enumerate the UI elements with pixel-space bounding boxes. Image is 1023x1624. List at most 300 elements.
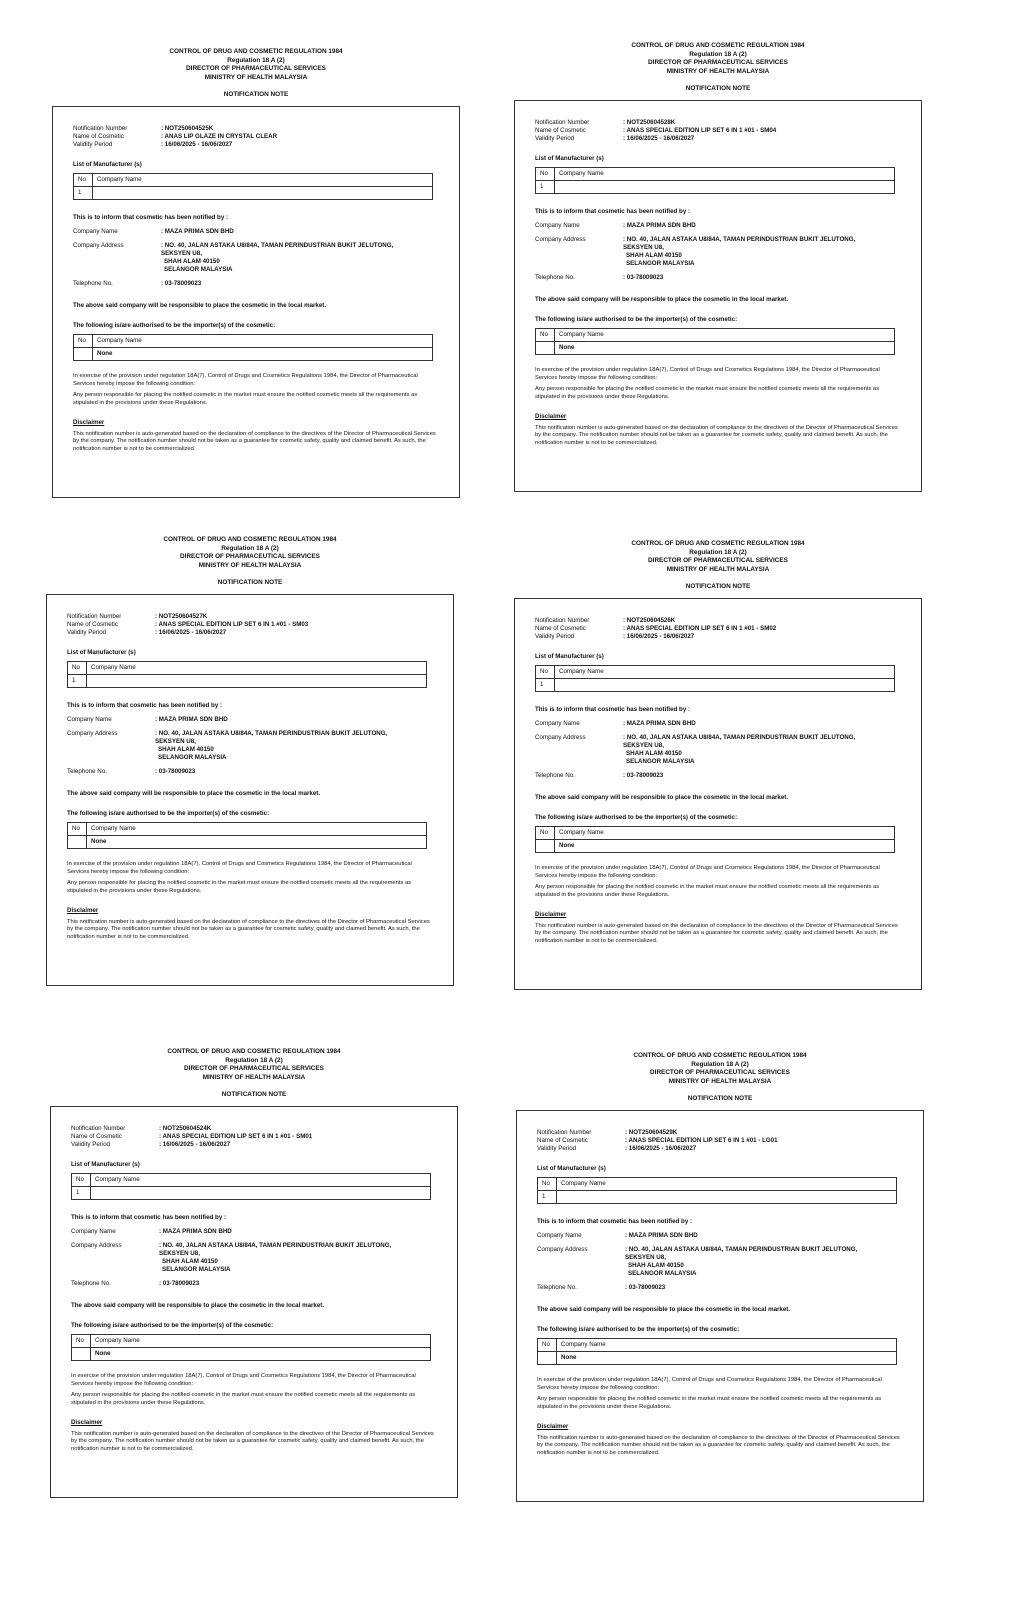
company-address-label: Company Address <box>535 734 586 742</box>
manufacturer-list-title: List of Manufacturer (s) <box>67 649 136 657</box>
manufacturer-list-title: List of Manufacturer (s) <box>537 1165 606 1173</box>
company-name-row <box>535 222 903 230</box>
manufacturer-list-title: List of Manufacturer (s) <box>535 155 604 163</box>
address-line: SEKSYEN U8, <box>155 738 196 746</box>
cosmetic-name-value: : ANAS SPECIAL EDITION LIP SET 6 IN 1 #01 - SM01 <box>159 1133 313 1141</box>
cosmetic-name-row <box>67 621 435 629</box>
telephone-value: : 03-78009023 <box>161 280 202 288</box>
company-address-value <box>159 1242 391 1274</box>
table-row <box>536 181 895 194</box>
header-regulation-number: Regulation 18 A (2) <box>221 544 279 552</box>
header-regulation-number: Regulation 18 A (2) <box>225 1056 283 1064</box>
header-ministry: MINISTRY OF HEALTH MALAYSIA <box>198 561 302 569</box>
responsibility-text: The above said company will be responsible to place the cosmetic in the local market. <box>535 296 789 304</box>
notified-by-text: This is to inform that cosmetic has been notified by : <box>535 706 691 714</box>
cosmetic-name-row <box>537 1137 905 1145</box>
condition-text: Any person responsible for placing the notified cosmetic in the market must ensure the notified cosmetic meets all the requirements as stipulated in the provisions under these Regulations. <box>67 880 412 894</box>
importer-none-cell: None <box>87 836 427 849</box>
validity-period-row <box>535 135 903 143</box>
company-name-label: Company Name <box>73 228 118 236</box>
document-header <box>50 1048 458 1082</box>
company-name-label: Company Name <box>535 222 580 230</box>
table-header-row <box>68 662 427 675</box>
table-row <box>536 679 895 692</box>
address-line: SELANGOR MALAYSIA <box>626 758 695 766</box>
notification-document <box>46 536 454 986</box>
col-company-header: Company Name <box>555 827 895 840</box>
notification-number-row <box>73 125 441 133</box>
col-company-header: Company Name <box>91 1174 431 1187</box>
row-number-cell: 1 <box>72 1187 91 1200</box>
company-address-label: Company Address <box>71 1242 122 1250</box>
company-name-label: Company Name <box>67 716 112 724</box>
col-no-header: No <box>538 1339 557 1352</box>
cosmetic-name-row <box>535 625 903 633</box>
notification-number-row <box>535 617 903 625</box>
notification-number-value: : NOT250604529K <box>625 1129 678 1137</box>
col-no-header: No <box>72 1174 91 1187</box>
telephone-value: : 03-78009023 <box>155 768 196 776</box>
condition-text: Any person responsible for placing the notified cosmetic in the market must ensure the notified cosmetic meets all the requirements as stipulated in the provisions under these Regulations. <box>73 392 418 406</box>
telephone-label: Telephone No. <box>71 1280 111 1288</box>
company-address-row <box>67 730 435 762</box>
col-no-header: No <box>536 827 555 840</box>
cosmetic-name-label: Name of Cosmetic <box>71 1133 122 1141</box>
importer-title: The following is/are authorised to be the importer(s) of the cosmetic: <box>535 814 738 822</box>
header-ministry: MINISTRY OF HEALTH MALAYSIA <box>202 1073 306 1081</box>
company-name-label: Company Name <box>535 720 580 728</box>
importer-none-cell: None <box>555 342 895 355</box>
row-number-cell: 1 <box>536 181 555 194</box>
telephone-row <box>71 1280 439 1288</box>
address-line: SHAH ALAM 40150 <box>626 252 682 260</box>
validity-period-value: : 16/06/2025 - 16/06/2027 <box>623 135 695 143</box>
header-regulation-title: CONTROL OF DRUG AND COSMETIC REGULATION 1984 <box>169 48 343 55</box>
cosmetic-name-label: Name of Cosmetic <box>537 1137 588 1145</box>
notification-number-row <box>71 1125 439 1133</box>
company-address-value <box>625 1246 857 1278</box>
notified-by-text: This is to inform that cosmetic has been notified by : <box>537 1218 693 1226</box>
cosmetic-name-value: : ANAS SPECIAL EDITION LIP SET 6 IN 1 #01 - SM03 <box>155 621 309 629</box>
table-row <box>536 840 895 853</box>
importer-title: The following is/are authorised to be the importer(s) of the cosmetic: <box>71 1322 274 1330</box>
document-header <box>52 48 460 82</box>
notification-frame <box>52 106 460 498</box>
provision-text: In exercise of the provision under regulation 18A(7), Control of Drugs and Cosmetics Regulations 1984, the Director of Pharmaceutical Services hereby impose the following condition: <box>535 367 880 381</box>
company-name-value: : MAZA PRIMA SDN BHD <box>623 720 696 728</box>
header-ministry: MINISTRY OF HEALTH MALAYSIA <box>666 67 770 75</box>
company-address-label: Company Address <box>67 730 118 738</box>
company-cell <box>555 181 895 194</box>
notification-frame <box>514 100 922 492</box>
notification-number-row <box>535 119 903 127</box>
importer-none-cell: None <box>555 840 895 853</box>
table-header-row <box>72 1174 431 1187</box>
notification-frame <box>46 594 454 986</box>
validity-period-value: : 16/06/2025 - 16/06/2027 <box>623 633 695 641</box>
manufacturer-table <box>71 1173 431 1200</box>
importer-title: The following is/are authorised to be the importer(s) of the cosmetic: <box>73 322 276 330</box>
company-cell <box>557 1191 897 1204</box>
header-regulation-number: Regulation 18 A (2) <box>691 1060 749 1068</box>
company-cell <box>555 679 895 692</box>
telephone-row <box>73 280 441 288</box>
validity-period-value: : 16/06/2025 - 16/06/2027 <box>159 1141 231 1149</box>
telephone-row <box>535 274 903 282</box>
company-address-value <box>155 730 387 762</box>
company-address-value <box>161 242 393 274</box>
notification-number-value: : NOT250604527K <box>155 613 208 621</box>
validity-period-label: Validity Period <box>535 135 575 143</box>
company-name-label: Company Name <box>537 1232 582 1240</box>
manufacturer-list-title: List of Manufacturer (s) <box>535 653 604 661</box>
importer-table <box>73 334 433 361</box>
address-line: : NO. 40, JALAN ASTAKA U8/84A, TAMAN PERINDUSTRIAN BUKIT JELUTONG, <box>155 730 388 738</box>
table-header-row <box>536 329 895 342</box>
table-header-row <box>68 823 427 836</box>
validity-period-row <box>537 1145 905 1153</box>
col-no-header: No <box>74 174 93 187</box>
address-line: SELANGOR MALAYSIA <box>626 260 695 268</box>
cosmetic-name-label: Name of Cosmetic <box>535 127 586 135</box>
notification-number-label: Notification Number <box>535 119 590 127</box>
importer-none-cell: None <box>557 1352 897 1365</box>
header-regulation-number: Regulation 18 A (2) <box>227 56 285 64</box>
cosmetic-name-label: Name of Cosmetic <box>535 625 586 633</box>
address-line: SEKSYEN U8, <box>159 1250 200 1258</box>
condition-text: Any person responsible for placing the notified cosmetic in the market must ensure the notified cosmetic meets all the requirements as stipulated in the provisions under these Regulations. <box>537 1396 882 1410</box>
manufacturer-table <box>537 1177 897 1204</box>
disclaimer-text: This notification number is auto-generated based on the declaration of compliance to the directives of the Director of Pharmaceutical Services by the company. The notification number should not be taken as a guarantee for cosmetic safety, quality and claimed benefit. As such, the notification number is not to be commercialized. <box>535 923 898 944</box>
col-company-header: Company Name <box>557 1178 897 1191</box>
address-line: SEKSYEN U8, <box>625 1254 666 1262</box>
notification-number-label: Notification Number <box>71 1125 126 1133</box>
address-line: SELANGOR MALAYSIA <box>628 1270 697 1278</box>
validity-period-row <box>535 633 903 641</box>
address-line: SELANGOR MALAYSIA <box>158 754 227 762</box>
importer-title: The following is/are authorised to be the importer(s) of the cosmetic: <box>535 316 738 324</box>
company-address-label: Company Address <box>537 1246 588 1254</box>
telephone-value: : 03-78009023 <box>623 274 664 282</box>
address-line: : NO. 40, JALAN ASTAKA U8/84A, TAMAN PERINDUSTRIAN BUKIT JELUTONG, <box>161 242 394 250</box>
table-row <box>536 342 895 355</box>
table-header-row <box>72 1335 431 1348</box>
validity-period-value: : 16/06/2025 - 16/06/2027 <box>625 1145 697 1153</box>
notification-note-title: NOTIFICATION NOTE <box>685 583 751 591</box>
col-no-header: No <box>68 823 87 836</box>
telephone-row <box>67 768 435 776</box>
provision-text: In exercise of the provision under regulation 18A(7), Control of Drugs and Cosmetics Regulations 1984, the Director of Pharmaceutical Services hereby impose the following condition: <box>73 373 418 387</box>
company-address-label: Company Address <box>73 242 124 250</box>
notified-by-text: This is to inform that cosmetic has been notified by : <box>73 214 229 222</box>
col-no-header: No <box>74 335 93 348</box>
validity-period-label: Validity Period <box>71 1141 111 1149</box>
cosmetic-name-row <box>535 127 903 135</box>
row-number-cell <box>72 1348 91 1361</box>
notified-by-text: This is to inform that cosmetic has been notified by : <box>67 702 223 710</box>
importer-table <box>71 1334 431 1361</box>
document-header <box>46 536 454 570</box>
importer-none-cell: None <box>91 1348 431 1361</box>
document-header <box>516 1052 924 1086</box>
header-ministry: MINISTRY OF HEALTH MALAYSIA <box>668 1077 772 1085</box>
company-address-row <box>535 236 903 268</box>
table-row <box>68 836 427 849</box>
address-line: SEKSYEN U8, <box>623 742 664 750</box>
notification-note-title: NOTIFICATION NOTE <box>685 85 751 93</box>
header-regulation-number: Regulation 18 A (2) <box>689 50 747 58</box>
address-line: SHAH ALAM 40150 <box>626 750 682 758</box>
col-company-header: Company Name <box>93 174 433 187</box>
validity-period-label: Validity Period <box>67 629 107 637</box>
col-no-header: No <box>68 662 87 675</box>
header-regulation-number: Regulation 18 A (2) <box>689 548 747 556</box>
telephone-label: Telephone No. <box>67 768 107 776</box>
notification-number-value: : NOT250604528K <box>623 119 676 127</box>
telephone-row <box>537 1284 905 1292</box>
telephone-value: : 03-78009023 <box>625 1284 666 1292</box>
cosmetic-name-row <box>73 133 441 141</box>
condition-text: Any person responsible for placing the notified cosmetic in the market must ensure the notified cosmetic meets all the requirements as stipulated in the provisions under these Regulations. <box>71 1392 416 1406</box>
col-no-header: No <box>536 666 555 679</box>
importer-title: The following is/are authorised to be the importer(s) of the cosmetic: <box>67 810 270 818</box>
cosmetic-name-value: : ANAS SPECIAL EDITION LIP SET 6 IN 1 #01 - SM04 <box>623 127 777 135</box>
row-number-cell: 1 <box>68 675 87 688</box>
col-company-header: Company Name <box>557 1339 897 1352</box>
importer-table <box>535 328 895 355</box>
header-regulation-title: CONTROL OF DRUG AND COSMETIC REGULATION 1984 <box>633 1052 807 1059</box>
notification-document <box>52 48 460 498</box>
importer-table <box>535 826 895 853</box>
telephone-label: Telephone No. <box>73 280 113 288</box>
col-no-header: No <box>536 168 555 181</box>
table-header-row <box>536 827 895 840</box>
manufacturer-list-title: List of Manufacturer (s) <box>71 1161 140 1169</box>
notification-number-value: : NOT250604525K <box>161 125 214 133</box>
manufacturer-table <box>535 665 895 692</box>
company-name-value: : MAZA PRIMA SDN BHD <box>623 222 696 230</box>
company-address-row <box>537 1246 905 1278</box>
disclaimer-text: This notification number is auto-generated based on the declaration of compliance to the directives of the Director of Pharmaceutical Services by the company. The notification number should not be taken as a guarantee for cosmetic safety, quality and claimed benefit. As such, the notification number is not to be commercialized. <box>537 1435 900 1456</box>
company-name-row <box>537 1232 905 1240</box>
validity-period-value: : 16/06/2025 - 16/06/2027 <box>155 629 227 637</box>
notification-number-label: Notification Number <box>67 613 122 621</box>
company-name-row <box>535 720 903 728</box>
header-director: DIRECTOR OF PHARMACEUTICAL SERVICES <box>648 59 788 67</box>
header-ministry: MINISTRY OF HEALTH MALAYSIA <box>666 565 770 573</box>
company-name-row <box>67 716 435 724</box>
notification-frame <box>516 1110 924 1502</box>
notification-frame <box>514 598 922 990</box>
table-row <box>72 1348 431 1361</box>
telephone-value: : 03-78009023 <box>159 1280 200 1288</box>
address-line: SELANGOR MALAYSIA <box>162 1266 231 1274</box>
col-company-header: Company Name <box>87 823 427 836</box>
cosmetic-name-label: Name of Cosmetic <box>73 133 124 141</box>
disclaimer-title: Disclaimer <box>67 907 99 914</box>
col-no-header: No <box>536 329 555 342</box>
address-line: SHAH ALAM 40150 <box>162 1258 218 1266</box>
table-row <box>68 675 427 688</box>
row-number-cell <box>74 348 93 361</box>
col-company-header: Company Name <box>555 329 895 342</box>
header-director: DIRECTOR OF PHARMACEUTICAL SERVICES <box>186 65 326 73</box>
telephone-row <box>535 772 903 780</box>
row-number-cell <box>536 342 555 355</box>
row-number-cell <box>68 836 87 849</box>
notification-number-row <box>537 1129 905 1137</box>
cosmetic-name-label: Name of Cosmetic <box>67 621 118 629</box>
disclaimer-title: Disclaimer <box>71 1419 103 1426</box>
address-line: SHAH ALAM 40150 <box>164 258 220 266</box>
table-row <box>72 1187 431 1200</box>
responsibility-text: The above said company will be responsible to place the cosmetic in the local market. <box>73 302 327 310</box>
notification-number-value: : NOT250604524K <box>159 1125 212 1133</box>
disclaimer-text: This notification number is auto-generated based on the declaration of compliance to the directives of the Director of Pharmaceutical Services by the company. The notification number should not be taken as a guarantee for cosmetic safety, quality and claimed benefit. As such, the notification number is not to be commercialized. <box>73 431 436 452</box>
notification-number-label: Notification Number <box>73 125 128 133</box>
header-regulation-title: CONTROL OF DRUG AND COSMETIC REGULATION 1984 <box>631 540 805 547</box>
validity-period-row <box>67 629 435 637</box>
responsibility-text: The above said company will be responsible to place the cosmetic in the local market. <box>537 1306 791 1314</box>
manufacturer-table <box>73 173 433 200</box>
row-number-cell: 1 <box>536 679 555 692</box>
disclaimer-text: This notification number is auto-generated based on the declaration of compliance to the directives of the Director of Pharmaceutical Services by the company. The notification number should not be taken as a guarantee for cosmetic safety, quality and claimed benefit. As such, the notification number is not to be commercialized. <box>71 1431 434 1452</box>
company-address-row <box>73 242 441 274</box>
company-name-value: : MAZA PRIMA SDN BHD <box>625 1232 698 1240</box>
cosmetic-name-row <box>71 1133 439 1141</box>
company-address-label: Company Address <box>535 236 586 244</box>
address-line: : NO. 40, JALAN ASTAKA U8/84A, TAMAN PERINDUSTRIAN BUKIT JELUTONG, <box>625 1246 858 1254</box>
disclaimer-title: Disclaimer <box>73 419 105 426</box>
validity-period-label: Validity Period <box>537 1145 577 1153</box>
header-regulation-title: CONTROL OF DRUG AND COSMETIC REGULATION 1984 <box>163 536 337 543</box>
document-header <box>514 540 922 574</box>
company-address-row <box>71 1242 439 1274</box>
table-row <box>74 348 433 361</box>
company-cell <box>93 187 433 200</box>
validity-period-label: Validity Period <box>535 633 575 641</box>
disclaimer-title: Disclaimer <box>535 911 567 918</box>
header-director: DIRECTOR OF PHARMACEUTICAL SERVICES <box>184 1065 324 1073</box>
responsibility-text: The above said company will be responsible to place the cosmetic in the local market. <box>71 1302 325 1310</box>
col-company-header: Company Name <box>555 168 895 181</box>
company-name-row <box>71 1228 439 1236</box>
header-regulation-title: CONTROL OF DRUG AND COSMETIC REGULATION 1984 <box>167 1048 341 1055</box>
col-company-header: Company Name <box>93 335 433 348</box>
telephone-value: : 03-78009023 <box>623 772 664 780</box>
row-number-cell: 1 <box>538 1191 557 1204</box>
telephone-label: Telephone No. <box>535 274 575 282</box>
validity-period-label: Validity Period <box>73 141 113 149</box>
table-header-row <box>536 666 895 679</box>
address-line: SHAH ALAM 40150 <box>158 746 214 754</box>
notification-note-title: NOTIFICATION NOTE <box>217 579 283 587</box>
header-director: DIRECTOR OF PHARMACEUTICAL SERVICES <box>648 557 788 565</box>
col-company-header: Company Name <box>555 666 895 679</box>
header-ministry: MINISTRY OF HEALTH MALAYSIA <box>204 73 308 81</box>
notification-document <box>514 540 922 990</box>
validity-period-row <box>71 1141 439 1149</box>
notification-number-value: : NOT250604526K <box>623 617 676 625</box>
company-name-value: : MAZA PRIMA SDN BHD <box>159 1228 232 1236</box>
col-no-header: No <box>538 1178 557 1191</box>
address-line: SELANGOR MALAYSIA <box>164 266 233 274</box>
table-header-row <box>536 168 895 181</box>
manufacturer-table <box>535 167 895 194</box>
notification-number-row <box>67 613 435 621</box>
importer-title: The following is/are authorised to be the importer(s) of the cosmetic: <box>537 1326 740 1334</box>
notification-note-title: NOTIFICATION NOTE <box>687 1095 753 1103</box>
telephone-label: Telephone No. <box>537 1284 577 1292</box>
notified-by-text: This is to inform that cosmetic has been notified by : <box>71 1214 227 1222</box>
company-cell <box>87 675 427 688</box>
cosmetic-name-value: : ANAS SPECIAL EDITION LIP SET 6 IN 1 #01 - LG01 <box>625 1137 778 1145</box>
notification-frame <box>50 1106 458 1498</box>
table-header-row <box>538 1339 897 1352</box>
company-address-value <box>623 236 855 268</box>
table-header-row <box>538 1178 897 1191</box>
notified-by-text: This is to inform that cosmetic has been notified by : <box>535 208 691 216</box>
notification-note-title: NOTIFICATION NOTE <box>221 1091 287 1099</box>
disclaimer-title: Disclaimer <box>537 1423 569 1430</box>
table-header-row <box>74 174 433 187</box>
condition-text: Any person responsible for placing the notified cosmetic in the market must ensure the notified cosmetic meets all the requirements as stipulated in the provisions under these Regulations. <box>535 884 880 898</box>
col-no-header: No <box>72 1335 91 1348</box>
col-company-header: Company Name <box>87 662 427 675</box>
validity-period-row <box>73 141 441 149</box>
provision-text: In exercise of the provision under regulation 18A(7), Control of Drugs and Cosmetics Regulations 1984, the Director of Pharmaceutical Services hereby impose the following condition: <box>67 861 412 875</box>
company-name-label: Company Name <box>71 1228 116 1236</box>
notification-document <box>514 42 922 492</box>
importer-table <box>67 822 427 849</box>
company-address-row <box>535 734 903 766</box>
cosmetic-name-value: : ANAS LIP GLAZE IN CRYSTAL CLEAR <box>161 133 278 141</box>
importer-table <box>537 1338 897 1365</box>
provision-text: In exercise of the provision under regulation 18A(7), Control of Drugs and Cosmetics Regulations 1984, the Director of Pharmaceutical Services hereby impose the following condition: <box>71 1373 416 1387</box>
responsibility-text: The above said company will be responsible to place the cosmetic in the local market. <box>67 790 321 798</box>
disclaimer-title: Disclaimer <box>535 413 567 420</box>
row-number-cell <box>536 840 555 853</box>
validity-period-value: : 16/06/2025 - 16/06/2027 <box>161 141 233 149</box>
table-header-row <box>74 335 433 348</box>
importer-none-cell: None <box>93 348 433 361</box>
disclaimer-text: This notification number is auto-generated based on the declaration of compliance to the directives of the Director of Pharmaceutical Services by the company. The notification number should not be taken as a guarantee for cosmetic safety, quality and claimed benefit. As such, the notification number is not to be commercialized. <box>67 919 430 940</box>
table-row <box>538 1352 897 1365</box>
notification-document <box>50 1048 458 1498</box>
company-name-value: : MAZA PRIMA SDN BHD <box>161 228 234 236</box>
notification-number-label: Notification Number <box>535 617 590 625</box>
telephone-label: Telephone No. <box>535 772 575 780</box>
document-header <box>514 42 922 76</box>
notification-number-label: Notification Number <box>537 1129 592 1137</box>
cosmetic-name-value: : ANAS SPECIAL EDITION LIP SET 6 IN 1 #01 - SM02 <box>623 625 777 633</box>
row-number-cell: 1 <box>74 187 93 200</box>
provision-text: In exercise of the provision under regulation 18A(7), Control of Drugs and Cosmetics Regulations 1984, the Director of Pharmaceutical Services hereby impose the following condition: <box>537 1377 882 1391</box>
header-regulation-title: CONTROL OF DRUG AND COSMETIC REGULATION 1984 <box>631 42 805 49</box>
disclaimer-text: This notification number is auto-generated based on the declaration of compliance to the directives of the Director of Pharmaceutical Services by the company. The notification number should not be taken as a guarantee for cosmetic safety, quality and claimed benefit. As such, the notification number is not to be commercialized. <box>535 425 898 446</box>
address-line: SEKSYEN U8, <box>623 244 664 252</box>
address-line: : NO. 40, JALAN ASTAKA U8/84A, TAMAN PERINDUSTRIAN BUKIT JELUTONG, <box>623 236 856 244</box>
address-line: SEKSYEN U8, <box>161 250 202 258</box>
condition-text: Any person responsible for placing the notified cosmetic in the market must ensure the notified cosmetic meets all the requirements as stipulated in the provisions under these Regulations. <box>535 386 880 400</box>
responsibility-text: The above said company will be responsible to place the cosmetic in the local market. <box>535 794 789 802</box>
header-director: DIRECTOR OF PHARMACEUTICAL SERVICES <box>180 553 320 561</box>
company-name-value: : MAZA PRIMA SDN BHD <box>155 716 228 724</box>
provision-text: In exercise of the provision under regulation 18A(7), Control of Drugs and Cosmetics Regulations 1984, the Director of Pharmaceutical Services hereby impose the following condition: <box>535 865 880 879</box>
table-row <box>74 187 433 200</box>
company-address-value <box>623 734 855 766</box>
notification-note-title: NOTIFICATION NOTE <box>223 91 289 99</box>
